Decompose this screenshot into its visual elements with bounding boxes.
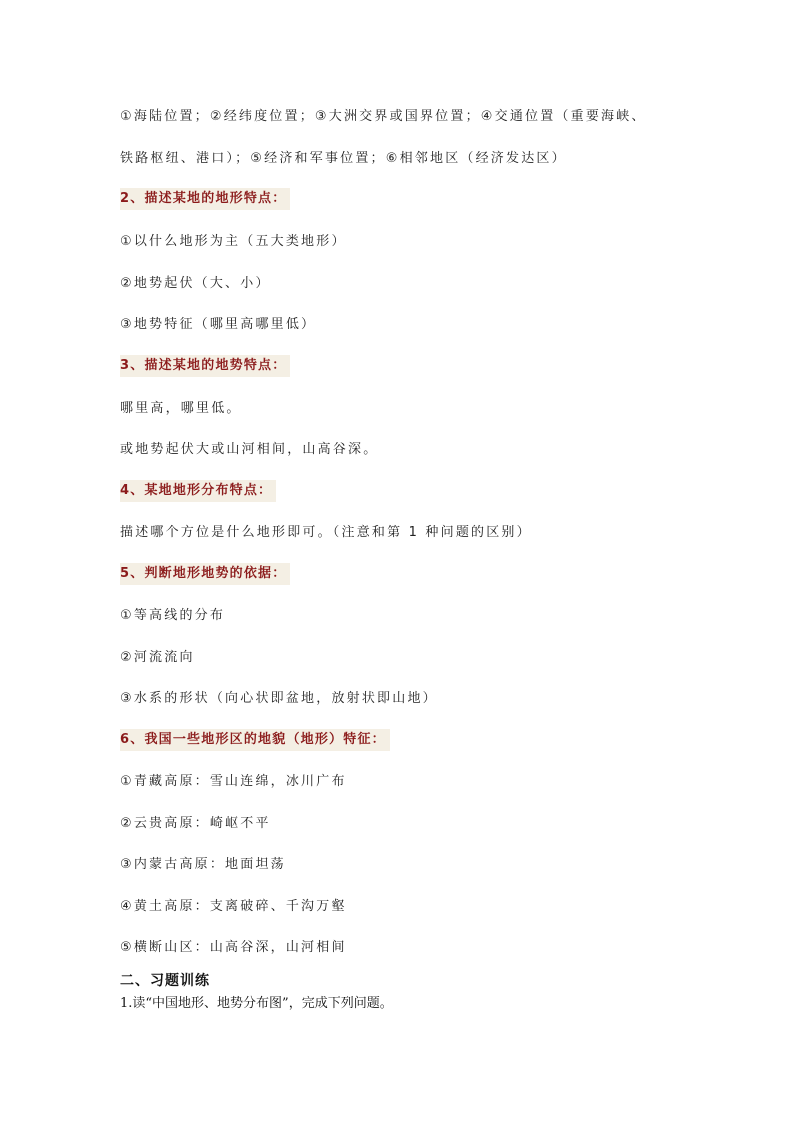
s6-item-3: ③内蒙古高原：地面坦荡	[120, 857, 286, 872]
section-title: 二、习题训练	[120, 973, 210, 989]
s6-item-4: ④黄土高原：支离破碎、千沟万壑	[120, 899, 347, 914]
intro-line-2: 铁路枢纽、港口）；⑤经济和军事位置；⑥相邻地区（经济发达区）	[120, 151, 567, 166]
intro-line-1: ①海陆位置；②经纬度位置；③大洲交界或国界位置；④交通位置（重要海峡、	[120, 109, 647, 124]
heading-6: 6、我国一些地形区的地貌（地形）特征：	[120, 729, 390, 751]
question-1: 1.读“中国地形、地势分布图”，完成下列问题。	[120, 996, 393, 1011]
heading-5: 5、判断地形地势的依据：	[120, 563, 290, 585]
s5-item-2: ②河流流向	[120, 650, 195, 665]
s5-item-1: ①等高线的分布	[120, 608, 226, 623]
s6-item-1: ①青藏高原：雪山连绵，冰川广布	[120, 774, 347, 789]
s3-item-2: 或地势起伏大或山河相间，山高谷深。	[120, 442, 379, 457]
s3-item-1: 哪里高，哪里低。	[120, 401, 242, 416]
s5-item-3: ③水系的形状（向心状即盆地，放射状即山地）	[120, 691, 438, 706]
heading-3: 3、描述某地的地势特点：	[120, 355, 290, 377]
s6-item-5: ⑤横断山区：山高谷深，山河相间	[120, 940, 347, 955]
s4-item-1: 描述哪个方位是什么地形即可。（注意和第 1 种问题的区别）	[120, 525, 532, 540]
heading-2: 2、描述某地的地形特点：	[120, 188, 290, 210]
s6-item-2: ②云贵高原：崎岖不平	[120, 816, 271, 831]
heading-4: 4、某地地形分布特点：	[120, 480, 276, 502]
s2-item-1: ①以什么地形为主（五大类地形）	[120, 234, 347, 249]
s2-item-3: ③地势特征（哪里高哪里低）	[120, 317, 317, 332]
s2-item-2: ②地势起伏（大、小）	[120, 276, 271, 291]
